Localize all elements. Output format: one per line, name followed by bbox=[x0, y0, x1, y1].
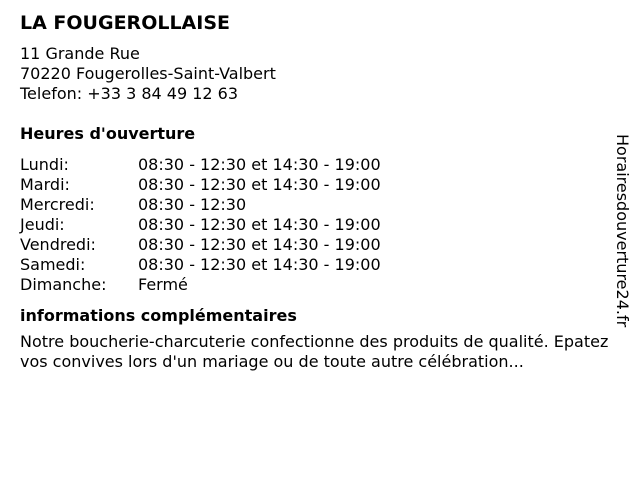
day-label: Jeudi: bbox=[20, 215, 65, 234]
day-label: Mardi: bbox=[20, 175, 70, 194]
address-block bbox=[20, 44, 620, 104]
time-value: Fermé bbox=[138, 275, 188, 294]
hours-row-saturday bbox=[20, 255, 620, 275]
info-description: Notre boucherie-charcuterie confectionne des produits de qualité. Epatez vos convives lors d'un mariage ou de toute autre célébration... bbox=[20, 332, 609, 371]
hours-list bbox=[20, 155, 620, 295]
business-card bbox=[20, 10, 620, 372]
day-label: Dimanche: bbox=[20, 275, 107, 294]
hours-row-thursday bbox=[20, 215, 620, 235]
time-value: 08:30 - 12:30 et 14:30 - 19:00 bbox=[138, 175, 381, 194]
hours-row-friday bbox=[20, 235, 620, 255]
hours-row-sunday bbox=[20, 275, 620, 295]
hours-row-monday bbox=[20, 155, 620, 175]
day-label: Lundi: bbox=[20, 155, 69, 174]
time-value: 08:30 - 12:30 bbox=[138, 195, 247, 214]
phone-number: Telefon: +33 3 84 49 12 63 bbox=[20, 84, 239, 103]
hours-row-tuesday bbox=[20, 175, 620, 195]
street-address: 11 Grande Rue bbox=[20, 44, 140, 63]
day-label: Vendredi: bbox=[20, 235, 96, 254]
time-value: 08:30 - 12:30 et 14:30 - 19:00 bbox=[138, 215, 381, 234]
hours-heading: Heures d'ouverture bbox=[20, 124, 196, 143]
time-value: 08:30 - 12:30 et 14:30 - 19:00 bbox=[138, 235, 381, 254]
city-address: 70220 Fougerolles-Saint-Valbert bbox=[20, 64, 276, 83]
info-heading: informations complémentaires bbox=[20, 306, 297, 325]
time-value: 08:30 - 12:30 et 14:30 - 19:00 bbox=[138, 255, 381, 274]
time-value: 08:30 - 12:30 et 14:30 - 19:00 bbox=[138, 155, 381, 174]
business-name: LA FOUGEROLLAISE bbox=[20, 12, 230, 34]
day-label: Samedi: bbox=[20, 255, 86, 274]
day-label: Mercredi: bbox=[20, 195, 95, 214]
brand-watermark: Horairesdouverture24.fr bbox=[613, 134, 632, 328]
hours-row-wednesday bbox=[20, 195, 620, 215]
